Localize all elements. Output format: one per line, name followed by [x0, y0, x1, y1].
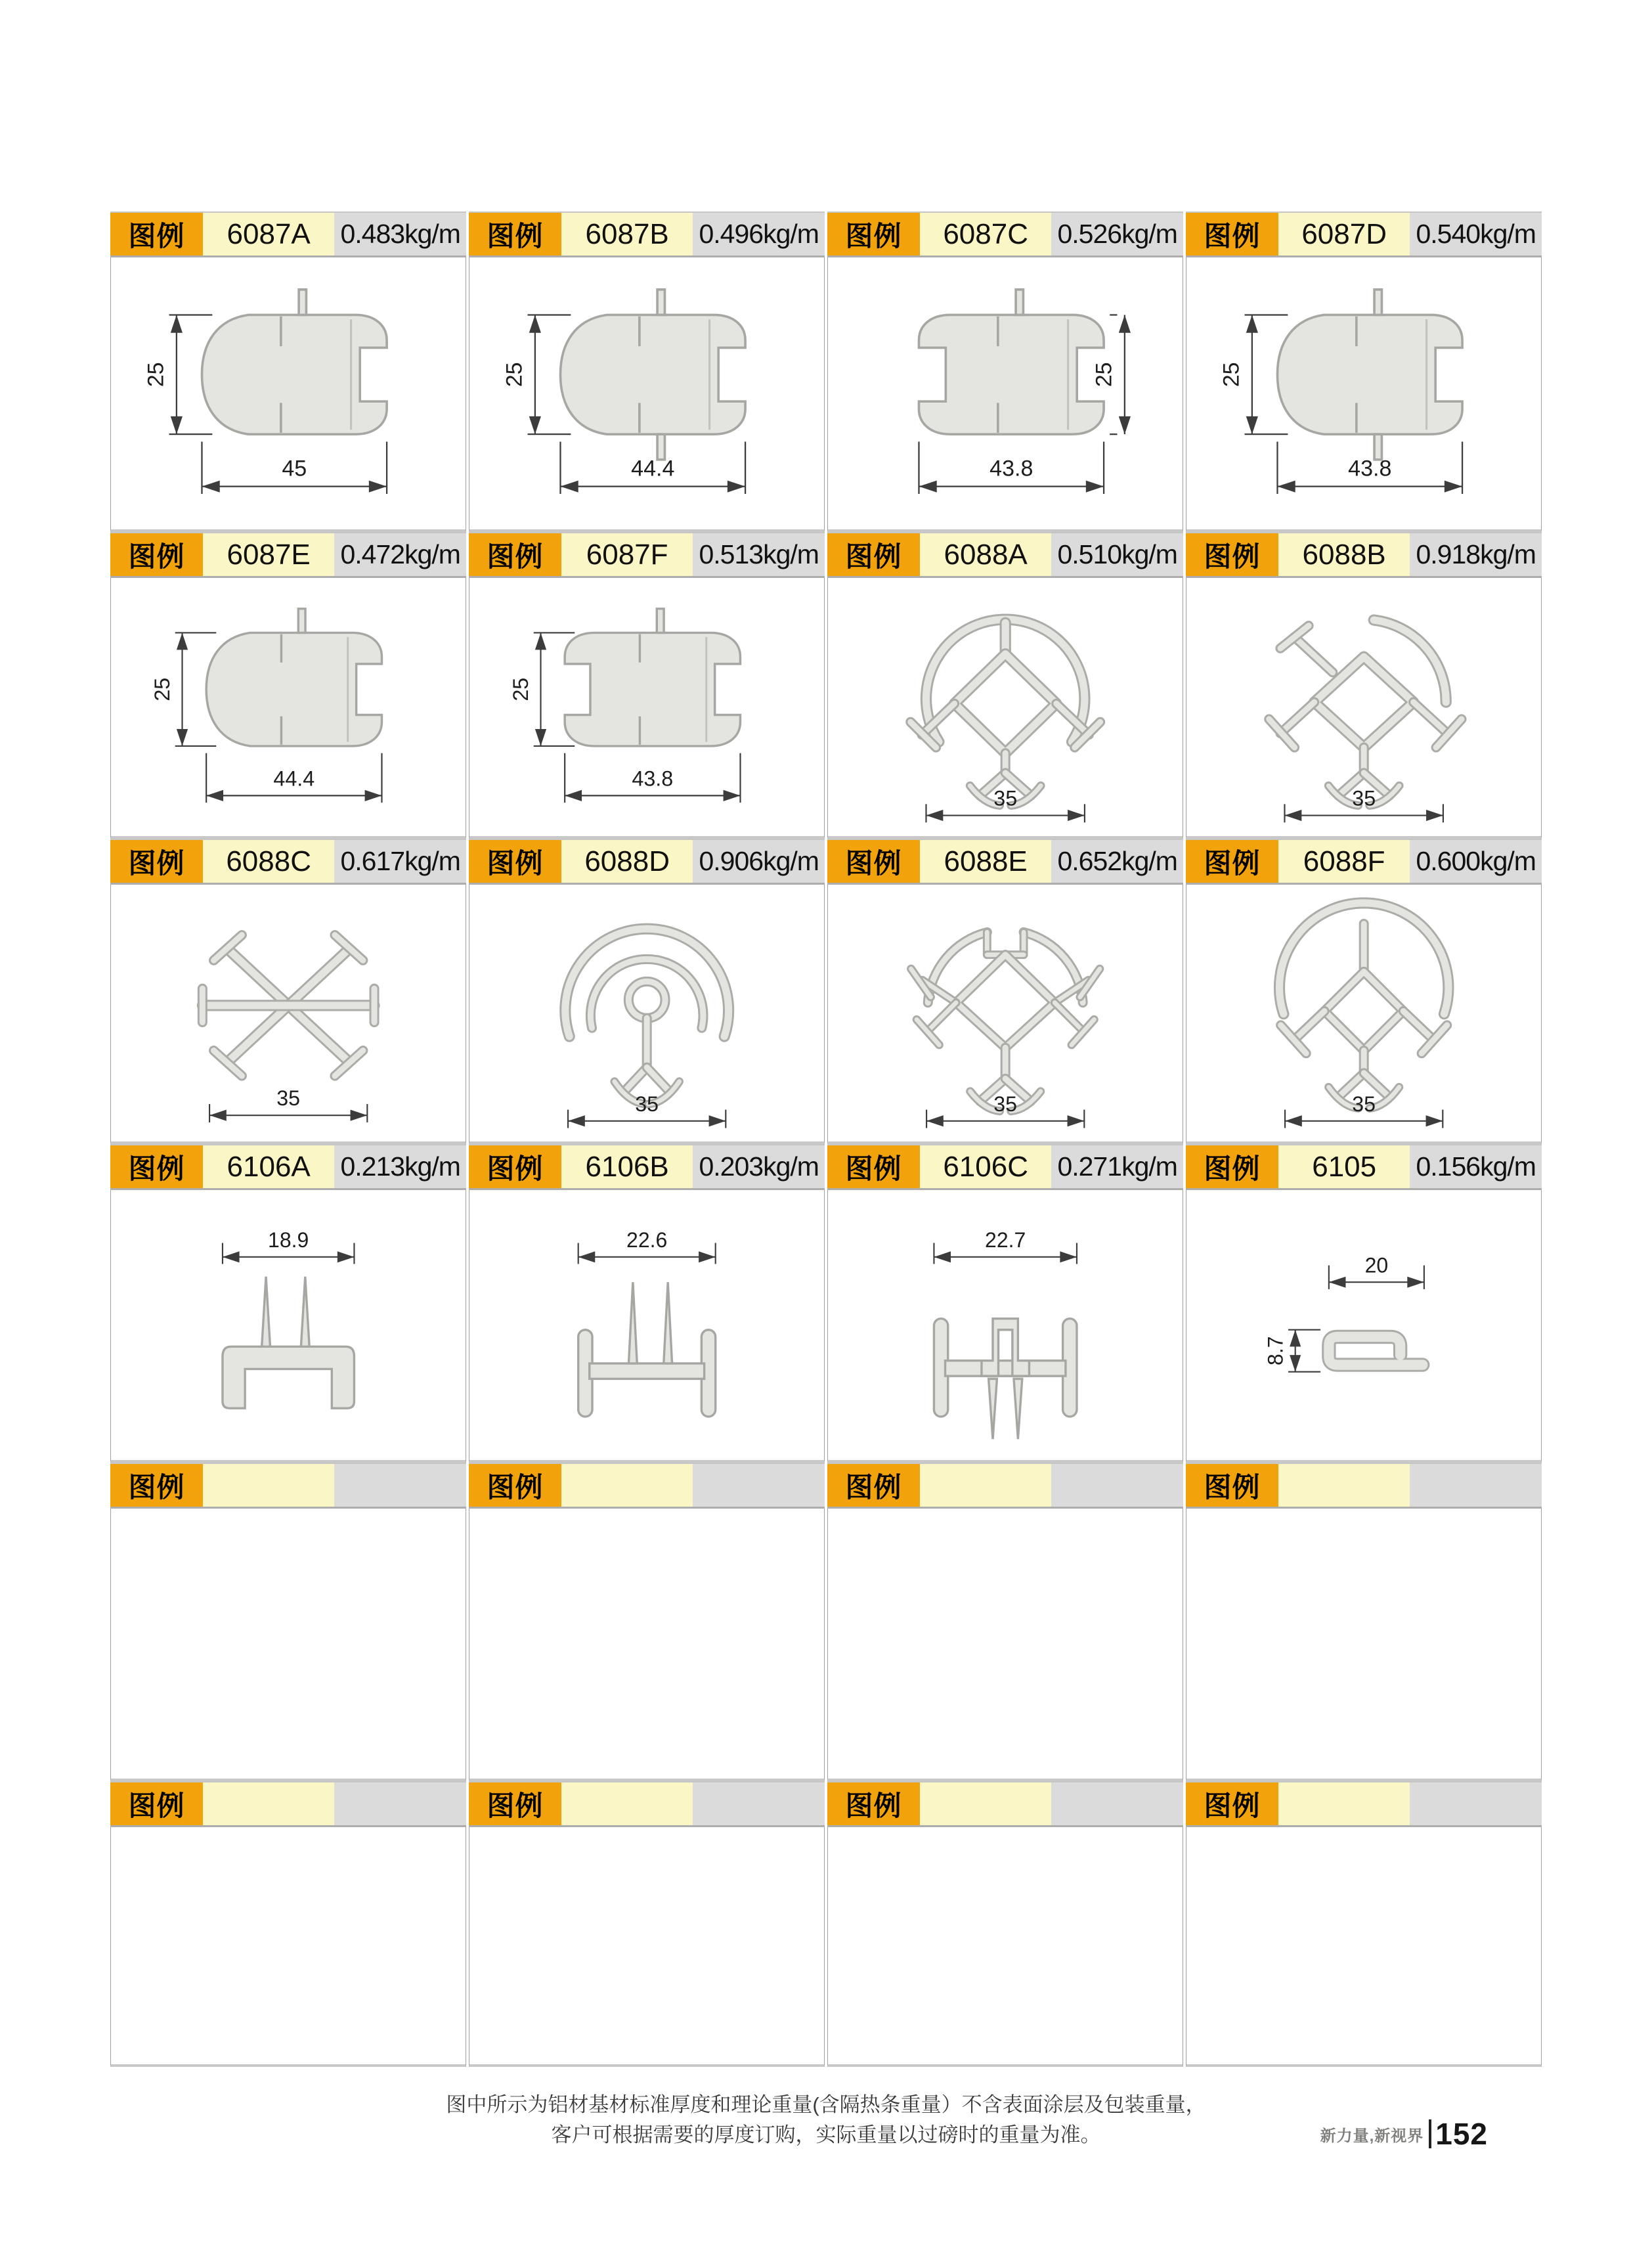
- profile-cell: [469, 1144, 825, 1463]
- legend-badge: 图例: [827, 840, 920, 883]
- drawing-area: [827, 1509, 1183, 1781]
- drawing-area: [1186, 1190, 1542, 1463]
- weight-label: 0.510kg/m: [1051, 533, 1183, 576]
- dim-label: 35: [993, 786, 1017, 810]
- drawing-area: [827, 885, 1183, 1144]
- drawing-area: [1186, 885, 1542, 1144]
- cell-header: [110, 1463, 466, 1509]
- dim-label: 43.8: [989, 456, 1033, 482]
- cell-header: [827, 1463, 1183, 1509]
- weight-label: 0.203kg/m: [693, 1145, 825, 1188]
- model-label: 6087E: [203, 533, 335, 576]
- legend-badge: 图例: [1186, 840, 1278, 883]
- cell-header: [110, 1781, 466, 1827]
- legend-badge: 图例: [110, 213, 203, 255]
- drawing-area: [469, 257, 825, 532]
- dim-label: 35: [635, 1092, 659, 1116]
- model-label: 6106A: [203, 1145, 335, 1188]
- drawing-area: [110, 257, 466, 532]
- dim-label: 8.7: [1263, 1336, 1288, 1366]
- drawing-area: [827, 1190, 1183, 1463]
- footer-note-line1: 图中所示为铝材基材标准厚度和理论重量(含隔热条重量）不含表面涂层及包装重量，: [446, 2093, 1206, 2116]
- weight-label: 0.526kg/m: [1051, 213, 1183, 255]
- profile-cell: [469, 1781, 825, 2067]
- dim-label: 25: [143, 362, 169, 387]
- profile-drawing: [835, 583, 1175, 831]
- profile-cell: [827, 1781, 1183, 2067]
- page-number: 152: [1435, 2117, 1488, 2151]
- legend-badge: 图例: [827, 213, 920, 255]
- profile-cell: [110, 1463, 466, 1781]
- weight-label: 0.652kg/m: [1051, 840, 1183, 883]
- model-label: 6088D: [561, 840, 693, 883]
- profile-cell: [110, 211, 466, 532]
- weight-label: 0.472kg/m: [334, 533, 466, 576]
- drawing-area: [110, 1190, 466, 1463]
- profile-cell: [110, 532, 466, 839]
- drawing-area: [1186, 1827, 1542, 2067]
- footer-note-line2: 客户可根据需要的厚度订购，实际重量以过磅时的重量为准。: [551, 2123, 1101, 2146]
- model-label: [561, 1782, 693, 1825]
- legend-badge: 图例: [469, 533, 561, 576]
- drawing-area: [1186, 257, 1542, 532]
- dim-label: 43.8: [1347, 456, 1392, 482]
- legend-badge: 图例: [469, 1464, 561, 1507]
- cell-header: [827, 532, 1183, 578]
- profile-drawing: [835, 890, 1175, 1136]
- model-label: [203, 1782, 335, 1825]
- profile-grid: [110, 211, 1542, 2067]
- legend-badge: 图例: [469, 213, 561, 255]
- model-label: [1278, 1464, 1410, 1507]
- weight-label: 0.483kg/m: [334, 213, 466, 255]
- weight-label: [1051, 1782, 1183, 1825]
- profile-drawing: [835, 1195, 1175, 1455]
- model-label: [920, 1464, 1052, 1507]
- dim-label: 25: [150, 677, 174, 701]
- dim-label: 44.4: [273, 766, 315, 791]
- cell-header: [827, 211, 1183, 257]
- legend-badge: 图例: [1186, 1782, 1278, 1825]
- cell-header: [827, 1144, 1183, 1190]
- legend-badge: 图例: [110, 840, 203, 883]
- profile-cell: [827, 1144, 1183, 1463]
- profile-cell: [110, 1781, 466, 2067]
- model-label: 6087B: [561, 213, 693, 255]
- legend-badge: 图例: [827, 1464, 920, 1507]
- weight-label: [1410, 1464, 1542, 1507]
- dim-label: 20: [1364, 1253, 1388, 1277]
- profile-cell: [469, 211, 825, 532]
- drawing-area: [110, 885, 466, 1144]
- model-label: 6106C: [920, 1145, 1052, 1188]
- weight-label: [1410, 1782, 1542, 1825]
- profile-row: [110, 1144, 1542, 1463]
- cell-header: [469, 839, 825, 885]
- weight-label: [1051, 1464, 1183, 1507]
- profile-row: [110, 532, 1542, 839]
- page-footer: [1320, 2116, 1488, 2152]
- weight-label: [334, 1464, 466, 1507]
- model-label: 6087A: [203, 213, 335, 255]
- weight-label: 0.213kg/m: [334, 1145, 466, 1188]
- cell-header: [1186, 1463, 1542, 1509]
- brand-text: 新力量,新视界: [1320, 2127, 1424, 2145]
- dim-label: 25: [1091, 362, 1117, 387]
- profile-row: [110, 1463, 1542, 1781]
- legend-badge: 图例: [110, 1782, 203, 1825]
- model-label: 6088F: [1278, 840, 1410, 883]
- profile-cell: [469, 1463, 825, 1781]
- legend-badge: 图例: [469, 1145, 561, 1188]
- drawing-area: [110, 1827, 466, 2067]
- legend-badge: 图例: [827, 533, 920, 576]
- model-label: 6088B: [1278, 533, 1410, 576]
- dim-label: 45: [282, 456, 307, 482]
- profile-drawing: [1194, 263, 1534, 523]
- model-label: 6106B: [561, 1145, 693, 1188]
- model-label: [203, 1464, 335, 1507]
- profile-cell: [827, 839, 1183, 1144]
- legend-badge: 图例: [469, 840, 561, 883]
- cell-header: [827, 1781, 1183, 1827]
- drawing-area: [469, 578, 825, 839]
- cell-header: [469, 1463, 825, 1509]
- weight-label: [693, 1782, 825, 1825]
- cell-header: [1186, 211, 1542, 257]
- profile-cell: [469, 839, 825, 1144]
- weight-label: 0.156kg/m: [1410, 1145, 1542, 1188]
- cell-header: [110, 1144, 466, 1190]
- legend-badge: 图例: [110, 1464, 203, 1507]
- profile-cell: [1186, 1144, 1542, 1463]
- drawing-area: [469, 885, 825, 1144]
- footer-divider-icon: [1429, 2119, 1431, 2148]
- cell-header: [110, 839, 466, 885]
- drawing-area: [1186, 578, 1542, 839]
- legend-badge: 图例: [1186, 1145, 1278, 1188]
- drawing-area: [469, 1827, 825, 2067]
- weight-label: 0.513kg/m: [693, 533, 825, 576]
- profile-cell: [110, 839, 466, 1144]
- profile-cell: [469, 532, 825, 839]
- profile-cell: [1186, 839, 1542, 1144]
- cell-header: [469, 1144, 825, 1190]
- profile-drawing: [1194, 890, 1534, 1136]
- profile-row: [110, 1781, 1542, 2067]
- model-label: 6087F: [561, 533, 693, 576]
- cell-header: [110, 532, 466, 578]
- model-label: 6087D: [1278, 213, 1410, 255]
- legend-badge: 图例: [1186, 213, 1278, 255]
- cell-header: [110, 211, 466, 257]
- drawing-area: [827, 257, 1183, 532]
- legend-badge: 图例: [110, 1145, 203, 1188]
- profile-drawing: [477, 263, 817, 523]
- cell-header: [469, 532, 825, 578]
- profile-cell: [827, 532, 1183, 839]
- profile-cell: [827, 211, 1183, 532]
- profile-drawing: [477, 890, 817, 1136]
- profile-row: [110, 211, 1542, 532]
- drawing-area: [110, 1509, 466, 1781]
- model-label: [920, 1782, 1052, 1825]
- drawing-area: [827, 578, 1183, 839]
- weight-label: 0.271kg/m: [1051, 1145, 1183, 1188]
- profile-drawing: [477, 1195, 817, 1455]
- profile-row: [110, 839, 1542, 1144]
- legend-badge: 图例: [827, 1782, 920, 1825]
- profile-drawing: [118, 263, 458, 523]
- profile-drawing: [118, 583, 458, 831]
- model-label: 6105: [1278, 1145, 1410, 1188]
- drawing-area: [469, 1190, 825, 1463]
- profile-cell: [1186, 1781, 1542, 2067]
- drawing-area: [1186, 1509, 1542, 1781]
- legend-badge: 图例: [1186, 533, 1278, 576]
- weight-label: 0.600kg/m: [1410, 840, 1542, 883]
- drawing-area: [110, 578, 466, 839]
- legend-badge: 图例: [469, 1782, 561, 1825]
- cell-header: [1186, 1144, 1542, 1190]
- legend-badge: 图例: [827, 1145, 920, 1188]
- dim-label: 43.8: [632, 766, 674, 791]
- profile-drawing: [118, 890, 458, 1136]
- profile-drawing: [477, 583, 817, 831]
- profile-cell: [827, 1463, 1183, 1781]
- profile-cell: [1186, 532, 1542, 839]
- drawing-area: [469, 1509, 825, 1781]
- model-label: 6088C: [203, 840, 335, 883]
- dim-label: 22.7: [984, 1228, 1026, 1252]
- profile-drawing: [835, 263, 1175, 523]
- cell-header: [827, 839, 1183, 885]
- profile-cell: [1186, 211, 1542, 532]
- dim-label: 25: [502, 362, 527, 387]
- profile-drawing: [118, 1195, 458, 1455]
- weight-label: 0.540kg/m: [1410, 213, 1542, 255]
- model-label: 6088E: [920, 840, 1052, 883]
- dim-label: 35: [1352, 1092, 1376, 1116]
- weight-label: 0.906kg/m: [693, 840, 825, 883]
- dim-label: 22.6: [626, 1228, 668, 1252]
- dim-label: 44.4: [630, 456, 675, 482]
- cell-header: [469, 1781, 825, 1827]
- dim-label: 25: [1219, 362, 1244, 387]
- drawing-area: [827, 1827, 1183, 2067]
- cell-header: [1186, 532, 1542, 578]
- weight-label: [693, 1464, 825, 1507]
- weight-label: 0.496kg/m: [693, 213, 825, 255]
- weight-label: 0.918kg/m: [1410, 533, 1542, 576]
- profile-cell: [1186, 1463, 1542, 1781]
- weight-label: [334, 1782, 466, 1825]
- model-label: 6087C: [920, 213, 1052, 255]
- model-label: 6088A: [920, 533, 1052, 576]
- weight-label: 0.617kg/m: [334, 840, 466, 883]
- profile-drawing: [1194, 1195, 1534, 1455]
- dim-label: 35: [1352, 786, 1376, 810]
- dim-label: 18.9: [267, 1228, 309, 1252]
- legend-badge: 图例: [1186, 1464, 1278, 1507]
- profile-drawing: [1194, 583, 1534, 831]
- profile-cell: [110, 1144, 466, 1463]
- dim-label: 25: [508, 677, 533, 701]
- cell-header: [1186, 839, 1542, 885]
- cell-header: [469, 211, 825, 257]
- model-label: [1278, 1782, 1410, 1825]
- model-label: [561, 1464, 693, 1507]
- legend-badge: 图例: [110, 533, 203, 576]
- cell-header: [1186, 1781, 1542, 1827]
- dim-label: 35: [993, 1092, 1017, 1116]
- dim-label: 35: [276, 1086, 300, 1110]
